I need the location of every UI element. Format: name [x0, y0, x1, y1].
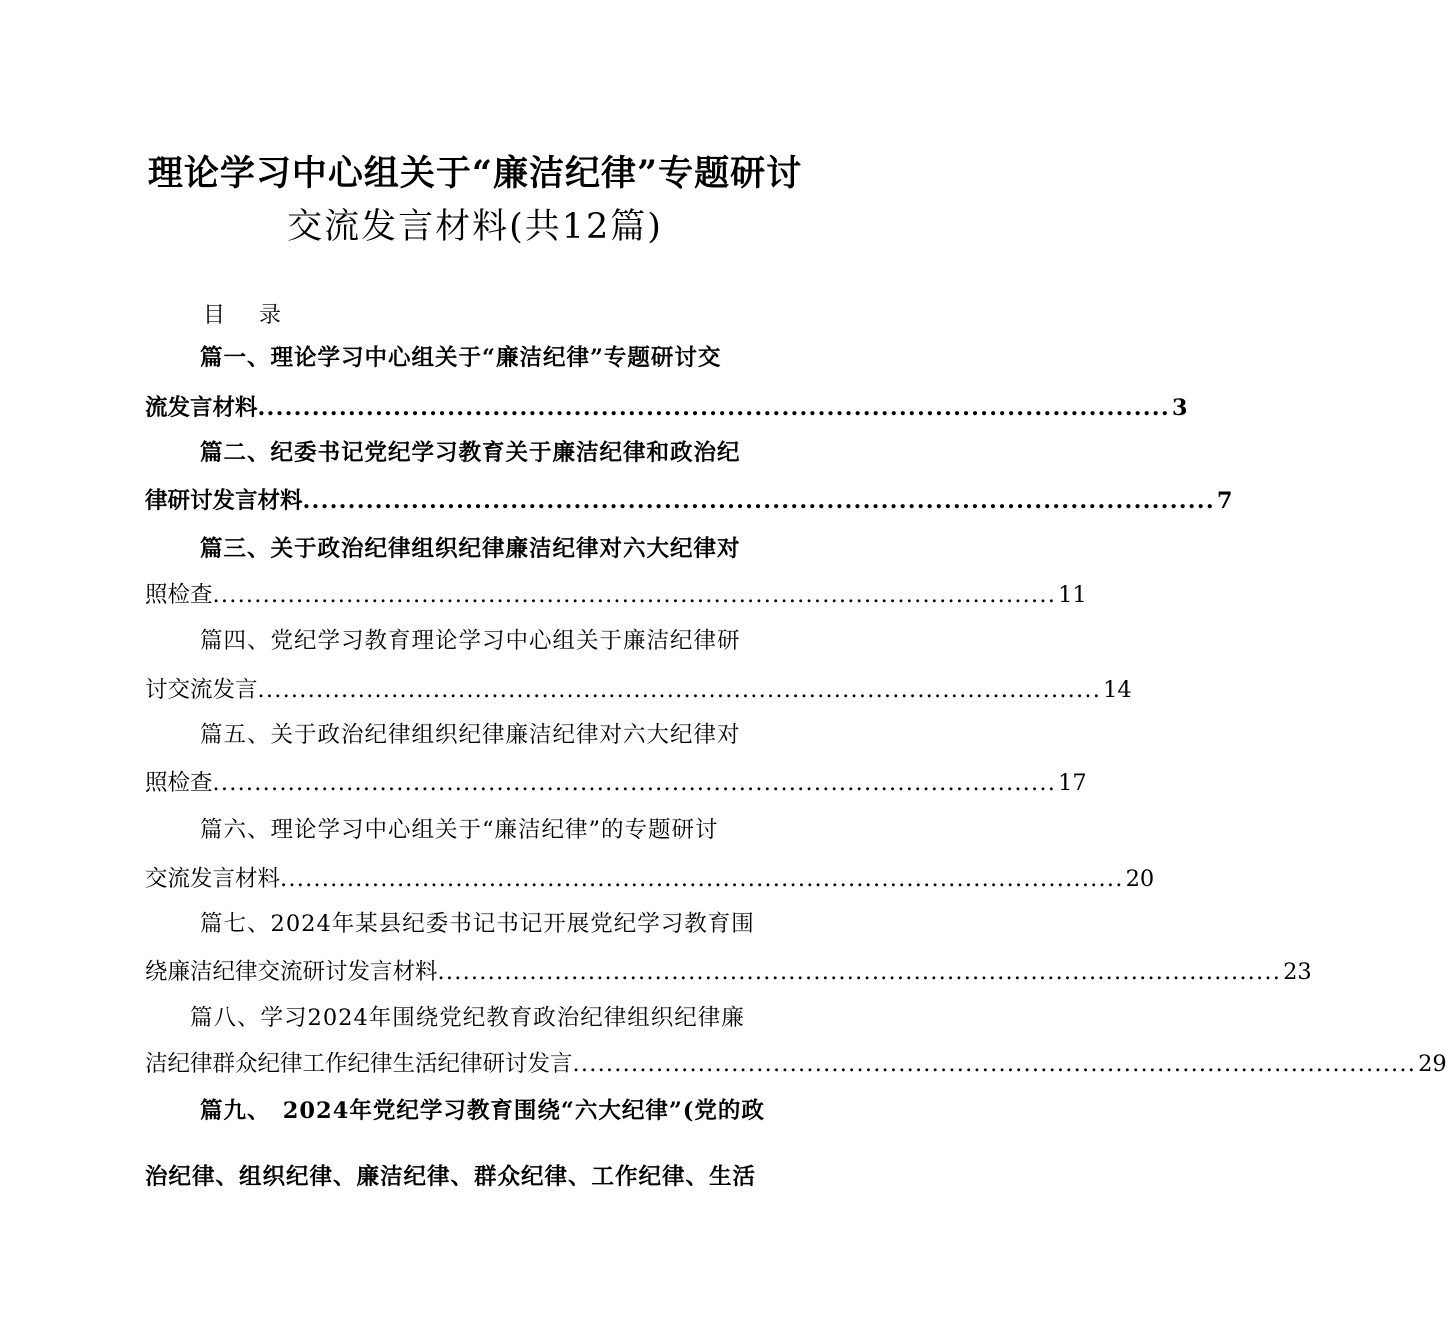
toc-entry-4-line-2[interactable]	[145, 675, 1132, 705]
toc-entry-8-line-2[interactable]	[145, 1049, 1447, 1079]
toc-entry-1-line-2[interactable]	[145, 393, 1188, 423]
toc-entry-6-line-1[interactable]: 篇六、理论学习中心组关于“廉洁纪律”的专题研讨	[200, 817, 719, 843]
toc-page-number: 14	[1103, 677, 1132, 703]
toc-entry-text: 绕廉洁纪律交流研讨发言材料	[145, 959, 438, 985]
toc-entry-text: 交流发言材料	[145, 866, 281, 892]
toc-entry-3-line-2[interactable]	[145, 580, 1087, 610]
toc-page-number: 20	[1125, 866, 1155, 892]
toc-entry-3-line-1[interactable]: 篇三、关于政治纪律组织纪律廉洁纪律对六大纪律对	[200, 536, 741, 562]
toc-entry-7-line-2[interactable]	[145, 957, 1312, 987]
toc-heading	[203, 298, 315, 329]
toc-entry-5-line-1[interactable]: 篇五、关于政治纪律组织纪律廉洁纪律对六大纪律对	[200, 722, 741, 748]
toc-page-number: 23	[1283, 959, 1312, 985]
toc-heading-char-2: 录	[259, 303, 282, 328]
toc-entry-8-line-1[interactable]: 篇八、学习2024年围绕党纪教育政治纪律组织纪律廉	[190, 1005, 745, 1031]
toc-leader-dots: .....................................................................................................	[437, 959, 1282, 985]
toc-entry-6-line-2[interactable]	[145, 864, 1155, 894]
toc-leader-dots: .....................................................................................................	[257, 677, 1102, 703]
toc-page-number: 7	[1216, 488, 1233, 514]
toc-entry-4-line-1[interactable]: 篇四、党纪学习教育理论学习中心组关于廉洁纪律研	[200, 628, 741, 654]
toc-leader-dots: .....................................................................................................	[257, 395, 1170, 421]
toc-page-number: 17	[1058, 770, 1087, 796]
toc-page-number: 29	[1418, 1051, 1447, 1077]
toc-entry-2-line-1[interactable]: 篇二、纪委书记党纪学习教育关于廉洁纪律和政治纪	[200, 440, 741, 466]
toc-leader-dots: .....................................................................................................	[280, 866, 1124, 892]
toc-leader-dots: .....................................................................................................	[302, 488, 1215, 514]
toc-entry-1-line-1[interactable]: 篇一、理论学习中心组关于“廉洁纪律”专题研讨交	[200, 345, 722, 371]
toc-page-number: 3	[1171, 395, 1188, 421]
toc-entry-5-line-2[interactable]	[145, 768, 1087, 798]
toc-page-number: 11	[1058, 582, 1087, 608]
toc-entry-9-line-1[interactable]: 篇九、 2024年党纪学习教育围绕“六大纪律”(党的政	[200, 1098, 765, 1124]
toc-entry-text: 讨交流发言	[145, 677, 258, 703]
toc-entry-text: 洁纪律群众纪律工作纪律生活纪律研讨发言	[145, 1051, 573, 1077]
toc-leader-dots: .....................................................................................................	[572, 1051, 1417, 1077]
toc-entry-text: 流发言材料	[145, 395, 258, 421]
toc-entry-7-line-1[interactable]: 篇七、2024年某县纪委书记书记开展党纪学习教育围	[200, 911, 755, 937]
toc-entry-text: 律研讨发言材料	[145, 488, 303, 514]
toc-entry-text: 照检查	[145, 770, 213, 796]
toc-entry-text: 照检查	[145, 582, 213, 608]
toc-leader-dots: .....................................................................................................	[212, 770, 1057, 796]
document-title-line-1: 理论学习中心组关于“廉洁纪律”专题研讨	[147, 153, 803, 194]
toc-heading-char-1: 目	[203, 303, 226, 328]
document-title-line-2: 交流发言材料(共12篇)	[287, 207, 663, 247]
toc-entry-2-line-2[interactable]	[145, 486, 1233, 516]
toc-entry-9-line-2[interactable]: 治纪律、组织纪律、廉洁纪律、群众纪律、工作纪律、生活	[145, 1164, 757, 1190]
toc-leader-dots: .....................................................................................................	[212, 582, 1057, 608]
